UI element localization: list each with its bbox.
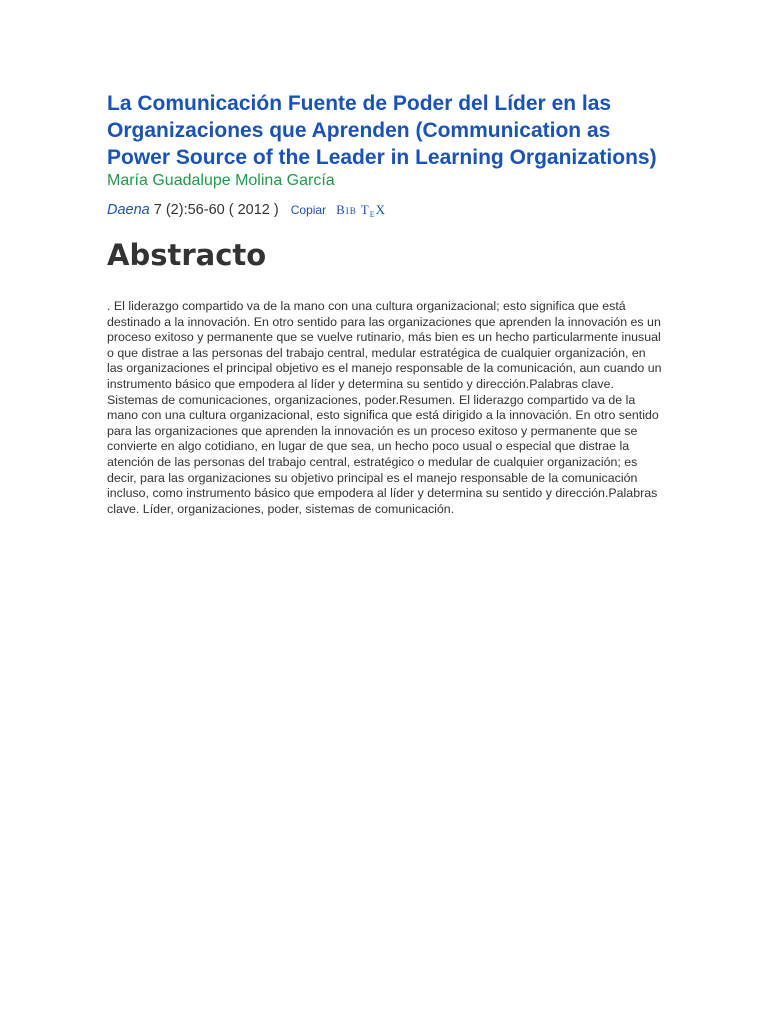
bibtex-e: E bbox=[369, 210, 376, 219]
bibtex-t: T bbox=[360, 202, 370, 217]
bibtex-ib: IB bbox=[345, 206, 357, 216]
author-name[interactable]: María Guadalupe Molina García bbox=[107, 172, 335, 189]
abstract-text: . El liderazgo compartido va de la mano con una cultura organizacional; esto significa que está destinado a la innovación. En otro sentido para las organizaciones que aprenden la innovación es un proceso exitoso y permanente que se vuelve rutinario, más bien es un hecho particularmente inusual o que distrae a las personas del trabajo central, medular estratégica de cualquier organización, en las organizaciones el principal objetivo es el manejo responsable de la comunicación, aun cuando un instrumento básico que empodera al líder y determina su sentido y dirección.Palabras clave. Sistemas de comunicaciones, organizaciones, poder.Resumen. El liderazgo compartido va de la mano con una cultura organizacional, esto significa que está dirigido a la innovación. En otro sentido para las organizaciones que aprenden la innovación es un proceso exitoso y permanente que se convierte en algo cotidiano, en lugar de que sea, un hecho poco usual o especial que distrae la atención de las personas del trabajo central, estratégico o medular de cualquier organización; es decir, para las organizaciones su objetivo principal es el manejo responsable de la comunicación incluso, como instrumento básico que empodera al líder y determina su sentido y dirección.Palabras clave. Líder, organizaciones, poder, sistemas de comunicación. bbox=[107, 299, 662, 516]
abstract-heading: Abstracto bbox=[107, 238, 267, 272]
journal-name: Daena bbox=[107, 202, 150, 218]
bibtex-x: X bbox=[375, 202, 387, 217]
bibtex-b: B bbox=[336, 202, 346, 217]
citation-details: 7 (2):56-60 ( 2012 ) bbox=[149, 202, 283, 218]
bibtex-link[interactable] bbox=[336, 202, 386, 217]
article-entry bbox=[107, 90, 663, 517]
copy-citation-link[interactable]: Copiar bbox=[290, 203, 327, 217]
article-title[interactable]: La Comunicación Fuente de Poder del Líder en las Organizaciones que Aprenden (Communication as Power Source of the Leader in Learning Organizations) bbox=[107, 92, 657, 169]
citation-line bbox=[107, 200, 663, 222]
